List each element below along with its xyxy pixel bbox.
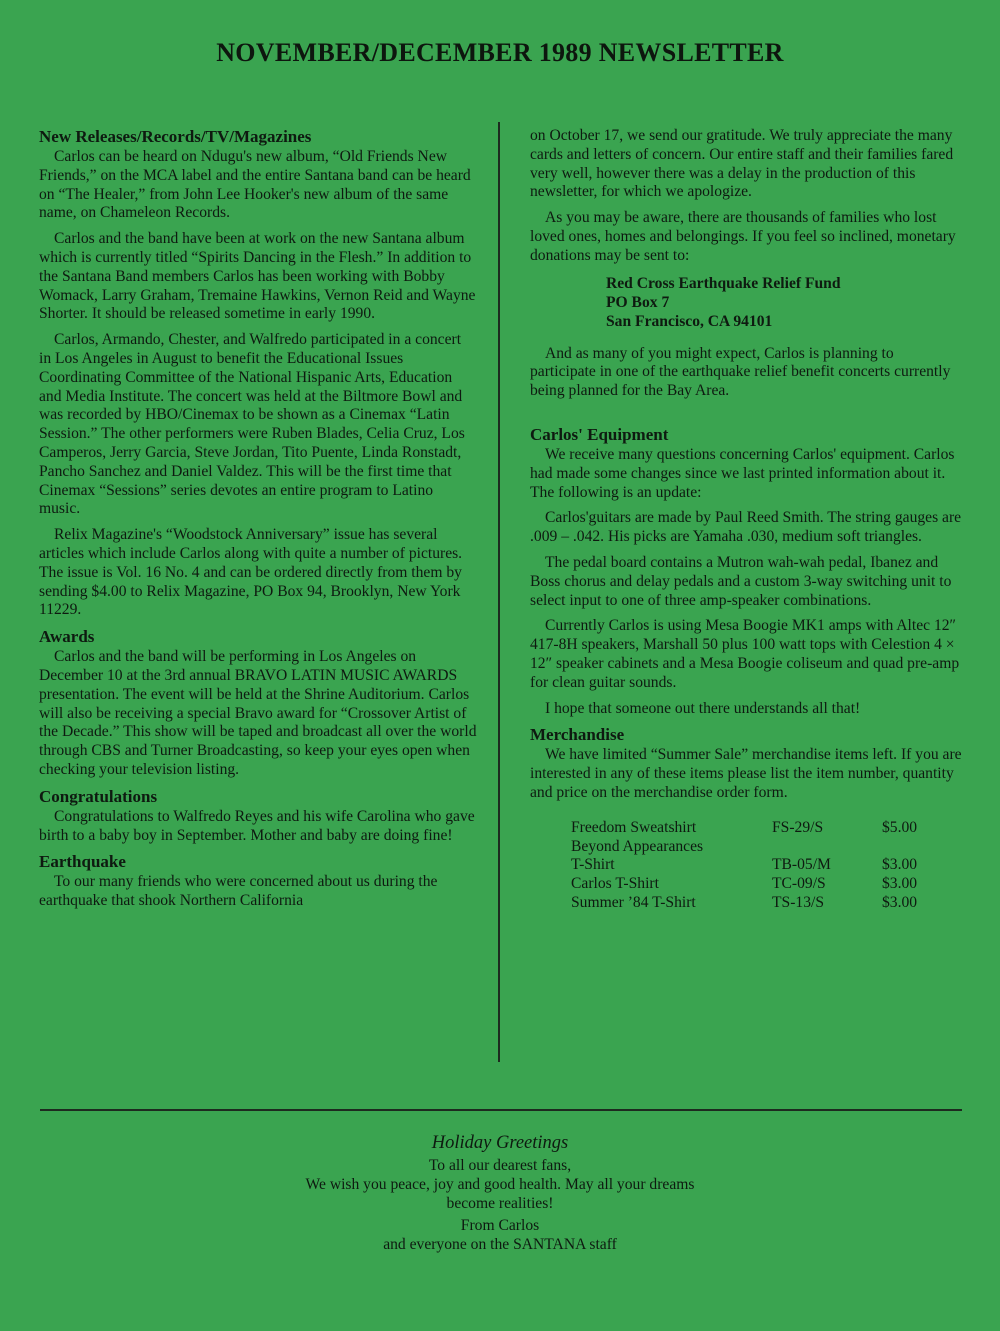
- greeting-heading: Holiday Greetings: [431, 1133, 569, 1153]
- section-heading: Merchandise: [530, 725, 625, 745]
- address-line: Red Cross Earthquake Relief Fund: [606, 274, 841, 292]
- paragraph: Carlos'guitars are made by Paul Reed Smith. The string gauges are .009 – .042. His picks are Yamaha .030, medium soft triangles.: [530, 509, 962, 546]
- paragraph: Carlos and the band have been at work on the new Santana album which is currently titled “Spirits Dancing in the Flesh.” In addition to the Santana Band members Carlos has been working with Bobby Womack, Larry Graham, Tremaine Hawkins, Vernon Reid and Wayne Shorter. It should be released sometime in early 1990.: [39, 230, 476, 323]
- section-heading: Carlos' Equipment: [530, 424, 669, 444]
- merch-price: $3.00: [882, 875, 918, 893]
- section-heading: Awards: [39, 627, 95, 647]
- paragraph: Carlos and the band will be performing in Los Angeles on December 10 at the 3rd annual BRAVO LATIN MUSIC AWARDS presentation. The event will be held at the Shrine Auditorium. Carlos will also be receiving a special Bravo award for “Crossover Artist of the Decade.” This show will be taped and broadcast all over the world through CBS and Turner Broadcasting, so keep your eyes open when checking your television listing.: [39, 648, 477, 778]
- paragraph: Carlos, Armando, Chester, and Walfredo participated in a concert in Los Angeles in August to benefit the Educational Issues Coordinating Committee of the National Hispanic Arts, Education and Media Institute. The concert was held at the Biltmore Bowl and was recorded by HBO/Cinemax to be shown as a Cinemax “Latin Session.” The other performers were Ruben Blades, Celia Cruz, Los Camperos, Jerry Garcia, Steve Jordan, Tito Puente, Linda Ronstadt, Pancho Sanchez and Daniel Valdez. This will be the first time that Cinemax “Sessions” series devotes an entire program to Latino music.: [39, 331, 465, 518]
- section-awards: [39, 627, 477, 780]
- address-line: San Francisco, CA 94101: [606, 312, 773, 330]
- merch-code: TB-05/M: [772, 856, 831, 874]
- merch-price: $5.00: [882, 818, 918, 836]
- merch-code: TC-09/S: [772, 875, 826, 893]
- paragraph: As you may be aware, there are thousands of families who lost loved ones, homes and belongings. If you feel so inclined, monetary donations may be sent to:: [530, 209, 956, 264]
- table-row: [571, 838, 917, 857]
- section-new-releases: [39, 127, 477, 620]
- section-congratulations: [39, 787, 477, 846]
- merch-price: [882, 838, 917, 857]
- section-equipment: [530, 425, 962, 718]
- greeting-staff: and everyone on the SANTANA staff: [383, 1236, 617, 1253]
- merch-price: $3.00: [882, 856, 918, 874]
- greeting-from: From Carlos: [460, 1217, 540, 1234]
- right-column: [530, 127, 962, 920]
- holiday-greetings: [0, 1134, 1000, 1254]
- section-heading: Earthquake: [39, 852, 126, 872]
- greeting-line: To all our dearest fans,: [428, 1157, 572, 1174]
- table-row: [571, 875, 917, 894]
- greeting-message: We wish you peace, joy and good health. May all your dreams become realities!: [305, 1176, 695, 1212]
- table-row: [571, 819, 917, 838]
- newsletter-title: NOVEMBER/DECEMBER 1989 NEWSLETTER: [216, 38, 784, 67]
- paragraph: Carlos can be heard on Ndugu's new album, “Old Friends New Friends,” on the MCA label and the entire Santana band can be heard on “The Healer,” from John Lee Hooker's new album of the same name, on Chameleon Records.: [39, 148, 471, 222]
- paragraph: We receive many questions concerning Carlos' equipment. Carlos had made some changes since we last printed information about it. The following is an update:: [530, 445, 955, 501]
- section-heading: Congratulations: [39, 786, 158, 806]
- merch-name: T-Shirt: [571, 856, 615, 874]
- paragraph: Currently Carlos is using Mesa Boogie MK1 amps with Altec 12″ 417-8H speakers, Marshall 50 plus 100 watt tops with Celestion 4 × 12″ speaker cabinets and a Mesa Boogie coliseum and quad pre-amp for clean guitar sounds.: [530, 617, 960, 691]
- paragraph: I hope that someone out there understands all that!: [545, 699, 861, 717]
- merchandise-table: [571, 819, 917, 913]
- address-line: PO Box 7: [606, 293, 670, 311]
- section-merchandise: [530, 725, 962, 912]
- merch-code: TS-13/S: [772, 893, 824, 911]
- merch-price: $3.00: [882, 893, 918, 911]
- donation-address: [606, 274, 962, 331]
- paragraph: The pedal board contains a Mutron wah-wah pedal, Ibanez and Boss chorus and delay pedals and a custom 3-way switching unit to select input to one of three amp-speaker combinations.: [530, 553, 952, 609]
- table-row: [571, 856, 917, 875]
- merch-name: Carlos T-Shirt: [571, 875, 659, 893]
- footer-rule: [40, 1109, 962, 1111]
- paragraph: Congratulations to Walfredo Reyes and his wife Carolina who gave birth to a baby boy in September. Mother and baby are doing fine!: [39, 807, 475, 844]
- merch-name: Summer ’84 T-Shirt: [571, 893, 696, 911]
- section-heading: New Releases/Records/TV/Magazines: [39, 127, 312, 146]
- paragraph: on October 17, we send our gratitude. We truly appreciate the many cards and letters of concern. Our entire staff and their families fared very well, however there was a delay in the production of this newsletter, for which we apologize.: [530, 127, 954, 201]
- left-column: [39, 127, 477, 918]
- merch-name: Freedom Sweatshirt: [571, 818, 697, 836]
- column-divider: [498, 122, 500, 1062]
- merch-name: Beyond Appearances: [571, 837, 704, 855]
- paragraph: To our many friends who were concerned about us during the earthquake that shook Northern California: [39, 873, 438, 910]
- merch-code: FS-29/S: [772, 818, 824, 836]
- paragraph: Relix Magazine's “Woodstock Anniversary” issue has several articles which include Carlos along with quite a number of pictures. The issue is Vol. 16 No. 4 and can be ordered directly from them by sending $4.00 to Relix Magazine, PO Box 94, Brooklyn, New York 11229.: [39, 526, 463, 619]
- paragraph: We have limited “Summer Sale” merchandise items left. If you are interested in any of these items please list the item number, quantity and price on the merchandise order form.: [530, 746, 962, 801]
- merch-code: [772, 838, 882, 857]
- table-row: [571, 894, 917, 913]
- paragraph: And as many of you might expect, Carlos is planning to participate in one of the earthquake relief benefit concerts currently being planned for the Bay Area.: [530, 344, 951, 400]
- section-earthquake: [39, 852, 477, 911]
